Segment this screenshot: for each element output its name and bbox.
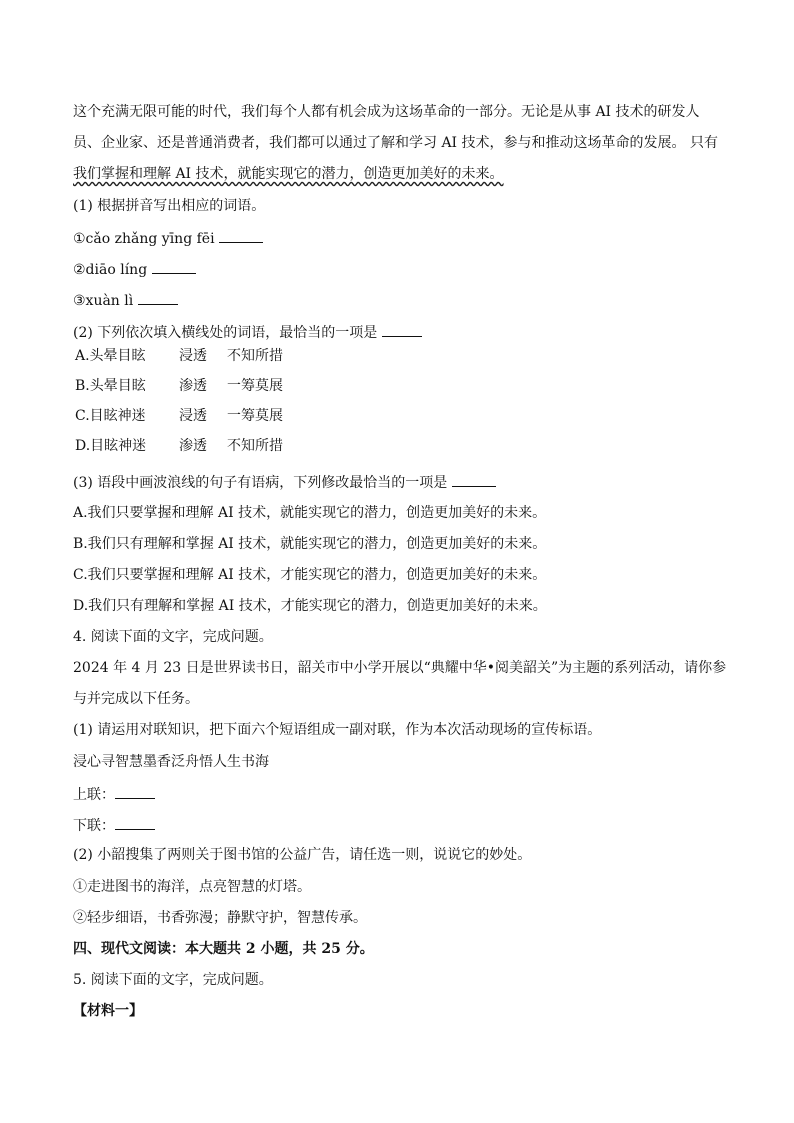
q1-item-1-text: ①cǎo zhǎng yīng fēi <box>73 231 215 247</box>
q3-option-b: B.我们只有理解和掌握 AI 技术，就能实现它的潜力，创造更加美好的未来。 <box>73 536 547 552</box>
passage-line-3 <box>73 164 734 184</box>
q2-option-c-word1: C.目眩神迷 <box>75 408 146 424</box>
q4-lower-couplet <box>73 814 734 836</box>
answer-blank[interactable] <box>115 783 155 799</box>
q4-sub2: (2) 小韶搜集了两则关于图书馆的公益广告，请任选一则，说说它的妙处。 <box>73 847 532 863</box>
answer-blank[interactable] <box>452 471 496 487</box>
q2-option-a <box>75 346 734 366</box>
wavy-underlined-sentence: 我们掌握和理解 AI 技术，就能实现它的潜力，创造更加美好的未来。 <box>73 166 504 182</box>
q1-item-2-text: ②diāo líng <box>73 262 148 278</box>
q4-sub1: (1) 请运用对联知识，把下面六个短语组成一副对联，作为本次活动现场的宣传标语。 <box>73 722 602 738</box>
q2-option-c-word3: 一筹莫展 <box>227 408 283 424</box>
q3-stem <box>73 471 734 493</box>
q1-item-3 <box>73 289 734 311</box>
q2-option-d <box>75 436 734 456</box>
q1-item-2 <box>73 258 734 280</box>
q2-option-b-word2: 渗透 <box>179 378 207 394</box>
q1-item-3-text: ③xuàn lì <box>73 293 134 309</box>
q4-ad-1: ①走进图书的海洋，点亮智慧的灯塔。 <box>73 879 311 895</box>
q4-ad-2: ②轻步细语，书香弥漫；静默守护，智慧传承。 <box>73 910 367 926</box>
q3-stem-text: (3) 语段中画波浪线的句子有语病，下列修改最恰当的一项是 <box>73 475 448 491</box>
q4-heading: 4. 阅读下面的文字，完成问题。 <box>73 629 273 645</box>
q4-phrases: 浸心寻智慧墨香泛舟悟人生书海 <box>73 754 269 770</box>
q2-option-d-word2: 渗透 <box>179 438 207 454</box>
q3-option-d: D.我们只有理解和掌握 AI 技术，才能实现它的潜力，创造更加美好的未来。 <box>73 598 547 614</box>
q2-stem-text: (2) 下列依次填入横线处的词语，最恰当的一项是 <box>73 325 378 341</box>
material-1-label: 【材料一】 <box>73 1003 143 1019</box>
answer-blank[interactable] <box>219 227 263 243</box>
q1-stem: (1) 根据拼音写出相应的词语。 <box>73 198 266 214</box>
q4-intro-line-1: 2024 年 4 月 23 日是世界读书日，韶关市中小学开展以“典耀中华•阅美韶关”为主题的系列活动，请你参 <box>73 660 727 676</box>
q2-stem <box>73 321 734 343</box>
q2-option-b <box>75 376 734 396</box>
q2-option-d-word3: 不知所措 <box>227 438 283 454</box>
passage-line-2: 员、企业家、还是普通消费者，我们都可以通过了解和学习 AI 技术，参与和推动这场革命的发展。 只有 <box>73 135 718 151</box>
q2-option-d-word1: D.目眩神迷 <box>75 438 147 454</box>
q2-option-a-word3: 不知所措 <box>227 348 283 364</box>
q5-heading: 5. 阅读下面的文字，完成问题。 <box>73 972 273 988</box>
q3-option-c: C.我们只要掌握和理解 AI 技术，才能实现它的潜力，创造更加美好的未来。 <box>73 567 547 583</box>
q2-option-c <box>75 406 734 426</box>
q4-intro-line-2: 与并完成以下任务。 <box>73 691 199 707</box>
section-4-heading: 四、现代文阅读：本大题共 2 小题，共 25 分。 <box>73 941 374 957</box>
passage-line-1: 这个充满无限可能的时代，我们每个人都有机会成为这场革命的一部分。无论是从事 AI 技术的研发人 <box>73 104 700 120</box>
q3-option-a: A.我们只要掌握和理解 AI 技术，就能实现它的潜力，创造更加美好的未来。 <box>73 505 547 521</box>
answer-blank[interactable] <box>115 814 155 830</box>
lower-couplet-label: 下联： <box>73 818 115 834</box>
q2-option-b-word3: 一筹莫展 <box>227 378 283 394</box>
q2-option-a-word2: 浸透 <box>179 348 207 364</box>
q2-option-c-word2: 浸透 <box>179 408 207 424</box>
upper-couplet-label: 上联： <box>73 787 115 803</box>
q2-option-a-word1: A.头晕目眩 <box>75 348 146 364</box>
q4-upper-couplet <box>73 783 734 805</box>
answer-blank[interactable] <box>152 258 196 274</box>
answer-blank[interactable] <box>382 321 422 337</box>
q2-option-b-word1: B.头晕目眩 <box>75 378 146 394</box>
q1-item-1 <box>73 227 734 249</box>
answer-blank[interactable] <box>138 289 178 305</box>
